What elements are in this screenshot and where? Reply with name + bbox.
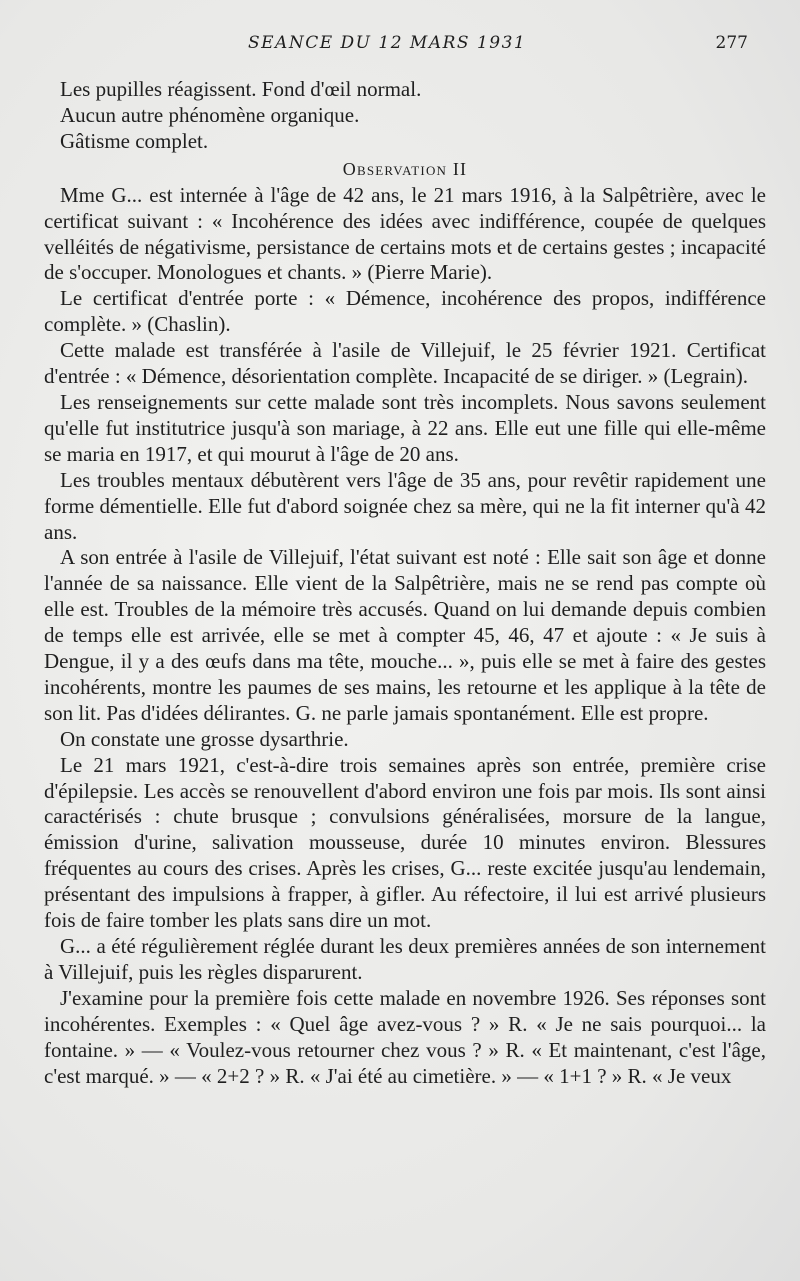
paragraph: Mme G... est internée à l'âge de 42 ans, le 21 mars 1916, à la Salpêtrière, avec le certificat suivant : « Incohérence des idées avec indifférence, coupée de quelques velléités de négativisme, persistance de certains mots et de certains gestes ; incapacité de s'occuper. Monologues et chants. » (Pierre Marie). [44, 182, 766, 285]
opening-line: Aucun autre phénomène organique. [60, 102, 360, 127]
page-number: 277 [715, 33, 748, 53]
paragraph: Le 21 mars 1921, c'est-à-dire trois semaines après son entrée, première crise d'épilepsie. Les accès se renouvellent d'abord environ une fois par mois. Ils sont ainsi caractérisés : chute brusque ; convulsions généralisées, morsure de la langue, émission d'urine, salivation mousseuse, durée 10 minutes environ. Blessures fréquentes au cours des crises. Après les crises, G... reste excitée jusqu'au lendemain, présentant des impulsions à frapper, à gifler. Au réfectoire, il lui est arrivé plusieurs fois de faire tomber les plats sans dire un mot. [44, 752, 766, 933]
paragraph: A son entrée à l'asile de Villejuif, l'état suivant est noté : Elle sait son âge et donne l'année de sa naissance. Elle vient de la Salpêtrière, mais ne se rend pas compte où elle est. Troubles de la mémoire très accusés. Quand on lui demande depuis combien de temps elle est arrivée, elle se met à compter 45, 46, 47 et ajoute : « Je suis à Dengue, il y a des œufs dans ma tête, mouche... », puis elle se met à faire des gestes incohérents, montre les paumes de ses mains, les retourne et les applique à la tête de son lit. Pas d'idées délirantes. G. ne parle jamais spontanément. Elle est propre. [44, 545, 766, 725]
paragraph: Le certificat d'entrée porte : « Démence, incohérence des propos, indifférence complète. » (Chaslin). [44, 286, 766, 337]
paragraph: Les troubles mentaux débutèrent vers l'âge de 35 ans, pour revêtir rapidement une forme démentielle. Elle fut d'abord soignée chez sa mère, qui ne la fit interner qu'à 42 ans. [44, 467, 766, 544]
paragraph: Cette malade est transférée à l'asile de Villejuif, le 25 février 1921. Certificat d'entrée : « Démence, désorientation complète. Incapacité de se diriger. » (Legrain). [44, 338, 766, 389]
opening-line: Gâtisme complet. [60, 128, 209, 153]
paragraph: G... a été régulièrement réglée durant les deux premières années de son internement à Villejuif, puis les règles disparurent. [44, 934, 766, 984]
paragraph: J'examine pour la première fois cette malade en novembre 1926. Ses réponses sont incohérentes. Exemples : « Quel âge avez-vous ? » R. « Je ne sais pourquoi... la fontaine. » — « Voulez-vous retourner chez vous ? » R. « Et maintenant, c'est l'âge, c'est marqué. » — « 2+2 ? » R. « J'ai été au cimetière. » — « 1+1 ? » R. « Je veux [44, 985, 766, 1088]
body-text [44, 77, 766, 1089]
paragraph: On constate une grosse dysarthrie. [60, 726, 349, 751]
paragraph: Les renseignements sur cette malade sont très incomplets. Nous savons seulement qu'elle fut institutrice jusqu'à son mariage, à 22 ans. Elle eut une fille qui elle-même se maria en 1917, et qui mourut à l'âge de 20 ans. [44, 389, 766, 466]
running-title: SEANCE DU 12 MARS 1931 [248, 33, 527, 53]
running-head [0, 33, 800, 57]
opening-line: Les pupilles réagissent. Fond d'œil normal. [60, 77, 422, 101]
section-heading: Observation II [342, 158, 468, 179]
